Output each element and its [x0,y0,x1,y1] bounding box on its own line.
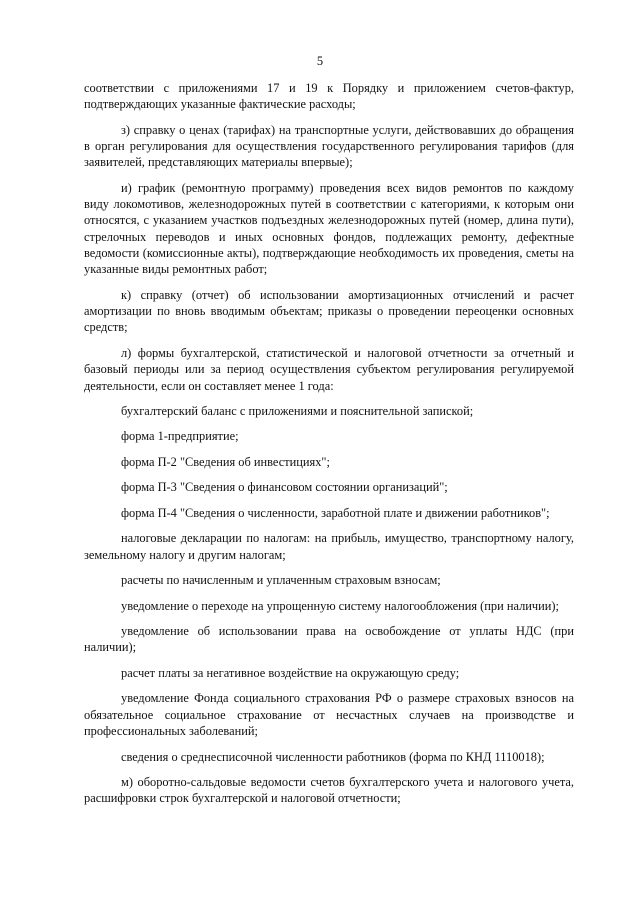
page-number: 5 [316,54,324,68]
paragraph-form-p2: форма П-2 "Сведения об инвестициях"; [121,454,330,469]
paragraph-m-turnover-statements: м) оборотно-сальдовые ведомости счетов бухгалтерского учета и налогового учета, расшифровки строк бухгалтерской и налоговой отчетности; [84,774,574,806]
paragraph-i-repair-schedule: и) график (ремонтную программу) проведения всех видов ремонтов по каждому виду локомотивов, железнодорожных путей в соответствии с категориями, к которым они относятся, с указанием участков подъездных железнодорожных путей (номер, длина пути), стрелочных переводов и иных основных фондов, подлежащих ремонту, дефектные ведомости (комиссионные акты), подтверждающие необходимость их проведения, сметы на указанные виды ремонтных работ; [84,180,574,277]
document-body [84,80,574,816]
paragraph-balance-sheet: бухгалтерский баланс с приложениями и пояснительной запиской; [121,403,474,418]
paragraph-form-1: форма 1-предприятие; [121,429,239,444]
paragraph-headcount-info: сведения о среднесписочной численности работников (форма по КНД 1110018); [121,749,545,764]
paragraph-social-insurance-notice: уведомление Фонда социального страхования РФ о размере страховых взносов на обязательное социальное страхование от несчастных случаев на производстве и профессиональных заболеваний; [84,691,574,739]
paragraph-environmental-fee: расчет платы за негативное воздействие на окружающую среду; [121,665,460,680]
paragraph-simplified-tax-notice: уведомление о переходе на упрощенную систему налогообложения (при наличии); [121,598,559,613]
paragraph-insurance-calculations: расчеты по начисленным и уплаченным страховым взносам; [121,573,441,588]
paragraph-continuation: соответствии с приложениями 17 и 19 к Порядку и приложением счетов-фактур, подтверждающих указанные фактические расходы; [84,81,574,112]
paragraph-l-reporting-forms: л) формы бухгалтерской, статистической и налоговой отчетности за отчетный и базовый периоды или за период осуществления субъектом регулирования регулируемой деятельности, если он составляет менее 1 года: [84,345,574,393]
paragraph-k-amortization: к) справку (отчет) об использовании амортизационных отчислений и расчет амортизации по вновь вводимым объектам; приказы о проведении переоценки основных средств; [84,287,574,335]
paragraph-form-p3: форма П-3 "Сведения о финансовом состоянии организаций"; [121,480,448,495]
paragraph-form-p4: форма П-4 "Сведения о численности, заработной плате и движении работников"; [121,505,550,520]
paragraph-tax-declarations: налоговые декларации по налогам: на прибыль, имущество, транспортному налогу, земельному налогу и другим налогам; [84,531,574,562]
paragraph-vat-exemption-notice: уведомление об использовании права на освобождение от уплаты НДС (при наличии); [84,624,574,655]
paragraph-z-tariff-reference: з) справку о ценах (тарифах) на транспортные услуги, действовавших до обращения в орган регулирования для осуществления государственного регулирования тарифов (для заявителей, представляющих материалы впервые); [84,122,574,170]
